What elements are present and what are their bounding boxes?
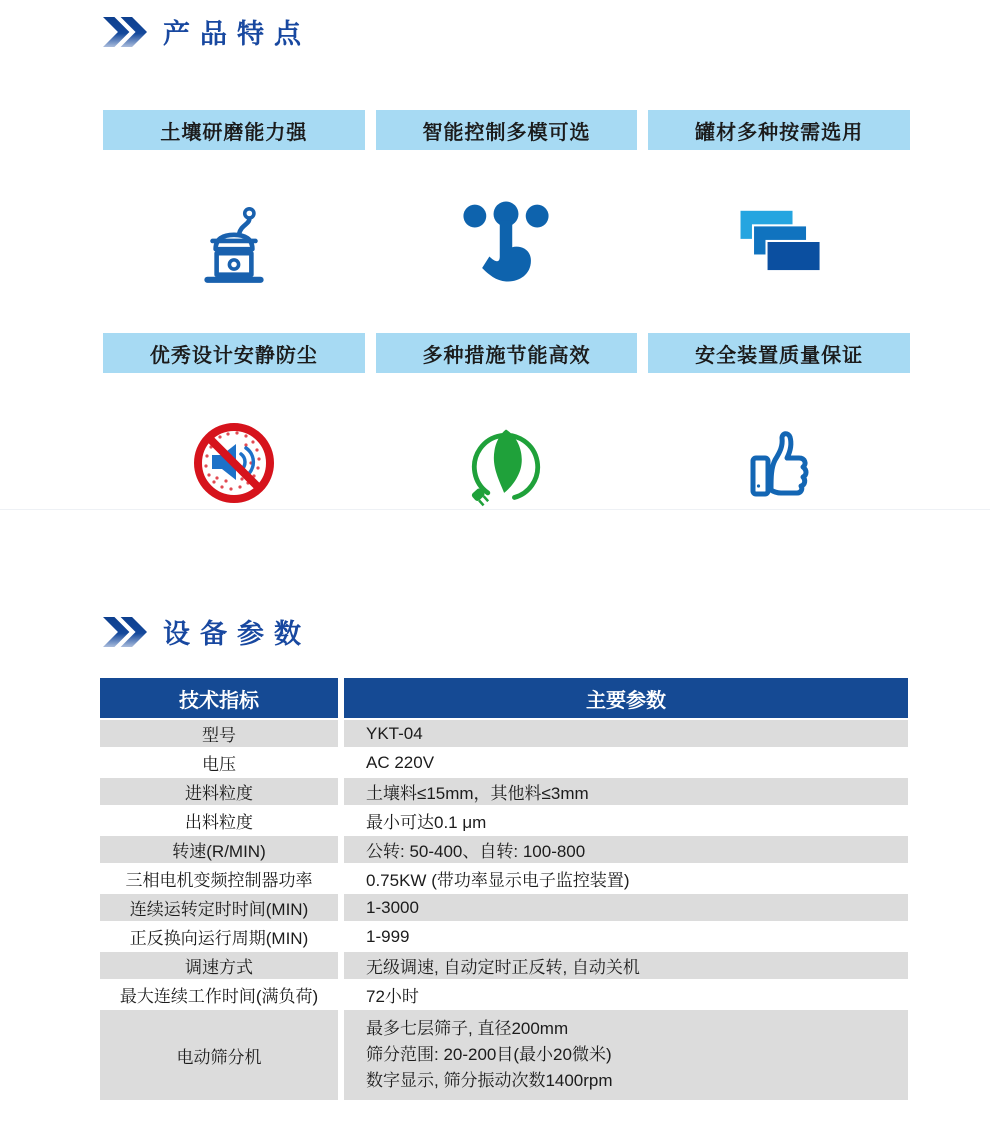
- spec-value: 72小时: [344, 981, 908, 1008]
- spec-table: [100, 678, 908, 1102]
- table-row: [100, 807, 908, 834]
- table-row: [100, 836, 908, 863]
- stacked-panels-icon: [648, 150, 910, 333]
- spec-value-line: 最多七层筛子, 直径200mm: [366, 1019, 569, 1038]
- spec-value: 0.75KW (带功率显示电子监控装置): [344, 865, 908, 892]
- feature-card-grinding: [103, 110, 365, 333]
- spec-value-line: 筛分范围: 20-200目(最小20微米): [366, 1045, 612, 1064]
- spec-name: 进料粒度: [100, 778, 338, 805]
- feature-card-energy-saving: [376, 333, 638, 556]
- thumbs-up-icon: [648, 373, 910, 556]
- no-noise-icon: [103, 373, 365, 556]
- spec-name: 调速方式: [100, 952, 338, 979]
- spec-value: 最小可达0.1 μm: [344, 807, 908, 834]
- table-row: [100, 865, 908, 892]
- feature-grid: [103, 110, 910, 556]
- section-chevron-icon: [103, 615, 147, 649]
- spec-name: 转速(R/MIN): [100, 836, 338, 863]
- feature-card-safety-quality: [648, 333, 910, 556]
- spec-value: 1-999: [344, 923, 908, 950]
- features-section-header: [103, 12, 311, 51]
- table-row: [100, 749, 908, 776]
- feature-title: 安全装置质量保证: [648, 333, 910, 373]
- table-row: [100, 720, 908, 747]
- feature-card-tank-materials: [648, 110, 910, 333]
- spec-name: 型号: [100, 720, 338, 747]
- eco-leaf-plug-icon: [376, 373, 638, 556]
- table-row: [100, 923, 908, 950]
- spec-name: 连续运转定时时间(MIN): [100, 894, 338, 921]
- spec-value-line: 数字显示, 筛分振动次数1400rpm: [366, 1071, 613, 1090]
- push-button-hand-icon: [376, 150, 638, 333]
- feature-title: 罐材多种按需选用: [648, 110, 910, 150]
- spec-table-header-row: [100, 678, 908, 718]
- features-section-title: 产品特点: [163, 19, 311, 49]
- spec-header-indicator: 技术指标: [100, 678, 338, 718]
- table-row: [100, 952, 908, 979]
- specs-section-title: 设备参数: [163, 619, 311, 649]
- table-row: [100, 981, 908, 1008]
- table-row: [100, 1010, 908, 1100]
- spec-name: 最大连续工作时间(满负荷): [100, 981, 338, 1008]
- section-chevron-icon: [103, 15, 147, 49]
- spec-name: 电压: [100, 749, 338, 776]
- table-row: [100, 894, 908, 921]
- spec-name: 三相电机变频控制器功率: [100, 865, 338, 892]
- spec-value: YKT-04: [344, 720, 908, 747]
- spec-name: 正反换向运行周期(MIN): [100, 923, 338, 950]
- spec-value: 土壤料≤15mm，其他料≤3mm: [344, 778, 908, 805]
- spec-value: AC 220V: [344, 749, 908, 776]
- spec-value: 1-3000: [344, 894, 908, 921]
- spec-value-multiline: [344, 1010, 908, 1100]
- grinder-icon: [103, 150, 365, 333]
- table-row: [100, 778, 908, 805]
- feature-title: 土壤研磨能力强: [103, 110, 365, 150]
- feature-card-smart-control: [376, 110, 638, 333]
- feature-title: 多种措施节能高效: [376, 333, 638, 373]
- spec-value: 公转: 50-400、自转: 100-800: [344, 836, 908, 863]
- spec-header-parameter: 主要参数: [344, 678, 908, 718]
- section-divider: [0, 509, 990, 510]
- spec-name: 电动筛分机: [100, 1010, 338, 1100]
- spec-value: 无级调速, 自动定时正反转, 自动关机: [344, 952, 908, 979]
- feature-title: 优秀设计安静防尘: [103, 333, 365, 373]
- specs-section-header: [103, 612, 311, 651]
- spec-name: 出料粒度: [100, 807, 338, 834]
- feature-title: 智能控制多模可选: [376, 110, 638, 150]
- feature-card-quiet-dustproof: [103, 333, 365, 556]
